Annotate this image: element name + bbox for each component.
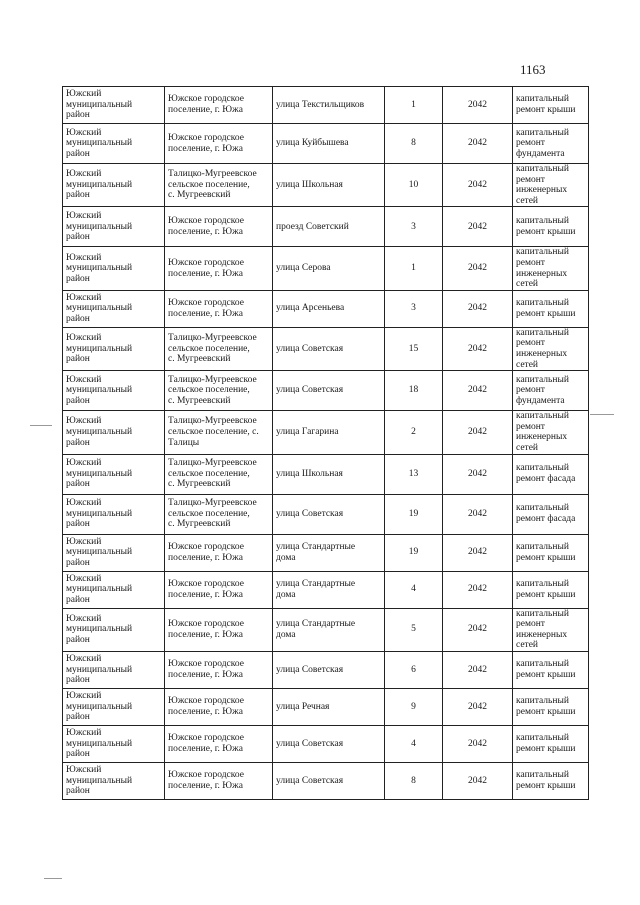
cell-house-number: 19 — [385, 494, 443, 534]
cell-district-line: Южский — [66, 653, 102, 664]
cell-work-type-line: инженерных — [516, 348, 568, 359]
cell-work-type — [513, 87, 589, 124]
cell-work-type-line: капитальный — [516, 216, 569, 227]
cell-settlement-line: с. Мугреевский — [168, 479, 231, 490]
cell-district — [63, 327, 165, 370]
cell-house-number: 6 — [385, 651, 443, 688]
cell-district-line: Южский — [66, 252, 102, 263]
cell-settlement-line: сельское поселение, с. — [168, 427, 259, 438]
cell-settlement-line: с. Мугреевский — [168, 519, 231, 530]
cell-district — [63, 371, 165, 411]
cell-district-line: Южский — [66, 536, 102, 547]
cell-work-type — [513, 207, 589, 247]
cell-settlement-line: Талицко-Мугреевское — [168, 416, 257, 427]
cell-settlement — [165, 608, 273, 651]
cell-house-number: 13 — [385, 454, 443, 494]
cell-house-number: 5 — [385, 608, 443, 651]
cell-district-line: район — [66, 273, 90, 284]
cell-work-type — [513, 411, 589, 454]
cell-work-type-line: сетей — [516, 195, 539, 206]
scan-mark — [44, 878, 62, 879]
cell-street — [273, 608, 385, 651]
cell-work-type-line: фундамента — [516, 395, 565, 406]
cell-work-type-line: ремонт фасада — [516, 474, 576, 484]
cell-house-number: 9 — [385, 688, 443, 725]
cell-street-line: дома — [276, 552, 296, 563]
cell-district-line: район — [66, 519, 90, 530]
cell-work-type-line: ремонт крыши — [516, 589, 576, 600]
cell-district-line: район — [66, 190, 90, 201]
cell-work-type-line: сетей — [516, 279, 539, 290]
cell-settlement-line: Южское городское — [168, 619, 244, 630]
cell-district-line: Южский — [66, 416, 102, 427]
cell-district-line: муниципальный — [66, 468, 133, 479]
cell-district-line: район — [66, 232, 90, 243]
cell-work-type-line: ремонт крыши — [516, 669, 576, 680]
cell-street — [273, 725, 385, 762]
cell-district-line: Южский — [66, 292, 102, 303]
cell-work-type-line: ремонт фасада — [516, 514, 576, 524]
table-row — [63, 411, 589, 454]
cell-street — [273, 124, 385, 164]
cell-work-type-line: инженерных — [516, 432, 568, 443]
cell-district-line: муниципальный — [66, 221, 133, 232]
table-row — [63, 762, 589, 799]
cell-settlement — [165, 454, 273, 494]
cell-settlement-line: поселение, г. Южа — [168, 780, 243, 791]
repair-schedule-table — [62, 86, 589, 800]
cell-district-line: муниципальный — [66, 508, 133, 519]
cell-work-type-line: ремонт крыши — [516, 226, 576, 237]
cell-settlement-line: сельское поселение, — [168, 179, 250, 190]
scan-mark — [30, 425, 52, 426]
cell-year: 2042 — [443, 327, 513, 370]
cell-year: 2042 — [443, 571, 513, 608]
cell-work-type-line: ремонт — [516, 421, 545, 432]
cell-work-type-line: ремонт — [516, 174, 545, 185]
cell-district-line: Южский — [66, 690, 102, 701]
cell-work-type — [513, 725, 589, 762]
cell-house-number: 8 — [385, 762, 443, 799]
cell-settlement-line: Южское городское — [168, 541, 244, 552]
cell-house-number: 4 — [385, 725, 443, 762]
cell-district — [63, 411, 165, 454]
table-row — [63, 688, 589, 725]
cell-street — [273, 571, 385, 608]
cell-work-type-line: ремонт крыши — [516, 552, 576, 563]
cell-district — [63, 762, 165, 799]
cell-settlement-line: поселение, г. Южа — [168, 706, 243, 717]
cell-district-line: муниципальный — [66, 547, 133, 558]
cell-district — [63, 651, 165, 688]
cell-work-type-line: ремонт крыши — [516, 743, 576, 754]
cell-street — [273, 494, 385, 534]
cell-settlement-line: Южское городское — [168, 770, 244, 781]
cell-settlement-line: поселение, г. Южа — [168, 743, 243, 754]
table-row — [63, 494, 589, 534]
cell-street — [273, 688, 385, 725]
cell-year: 2042 — [443, 688, 513, 725]
cell-work-type-line: капитальный — [516, 503, 569, 514]
cell-settlement-line: сельское поселение, — [168, 385, 250, 396]
cell-house-number: 2 — [385, 411, 443, 454]
cell-work-type-line: фундамента — [516, 148, 565, 159]
cell-settlement-line: Талицко-Мугреевское — [168, 333, 257, 344]
cell-house-number: 18 — [385, 371, 443, 411]
cell-year: 2042 — [443, 371, 513, 411]
cell-settlement-line: поселение, г. Южа — [168, 308, 243, 319]
cell-work-type-line: инженерных — [516, 185, 568, 196]
cell-settlement-line: сельское поселение, — [168, 343, 250, 354]
cell-street — [273, 290, 385, 327]
cell-street-line: улица Советская — [276, 775, 344, 786]
cell-district-line: Южский — [66, 127, 102, 138]
cell-district — [63, 290, 165, 327]
table-row — [63, 725, 589, 762]
cell-work-type — [513, 327, 589, 370]
cell-work-type — [513, 534, 589, 571]
cell-settlement-line: сельское поселение, — [168, 468, 250, 479]
cell-work-type-line: капитальный — [516, 94, 569, 105]
cell-street — [273, 207, 385, 247]
cell-work-type-line: капитальный — [516, 770, 569, 781]
cell-district-line: муниципальный — [66, 427, 133, 438]
cell-work-type-line: сетей — [516, 640, 539, 651]
cell-work-type — [513, 371, 589, 411]
cell-settlement-line: поселение, г. Южа — [168, 629, 243, 640]
cell-work-type-line: капитальный — [516, 463, 569, 474]
cell-work-type — [513, 494, 589, 534]
cell-house-number: 15 — [385, 327, 443, 370]
cell-year: 2042 — [443, 454, 513, 494]
table-row — [63, 608, 589, 651]
cell-district-line: Южский — [66, 613, 102, 624]
cell-district-line: муниципальный — [66, 624, 133, 635]
cell-street-line: улица Арсеньева — [276, 303, 345, 314]
cell-district-line: муниципальный — [66, 385, 133, 396]
cell-settlement-line: поселение, г. Южа — [168, 226, 243, 237]
cell-district — [63, 247, 165, 290]
cell-settlement — [165, 411, 273, 454]
cell-street-line: улица Стандартные — [276, 578, 356, 589]
cell-settlement — [165, 494, 273, 534]
cell-street-line: дома — [276, 589, 296, 600]
cell-settlement-line: Талицко-Мугреевское — [168, 498, 257, 509]
cell-settlement-line: поселение, г. Южа — [168, 669, 243, 680]
cell-work-type-line: инженерных — [516, 629, 568, 640]
cell-settlement-line: Талицко-Мугреевское — [168, 374, 257, 385]
table-row — [63, 207, 589, 247]
cell-street-line: улица Школьная — [276, 468, 343, 479]
cell-work-type-line: ремонт — [516, 338, 545, 349]
cell-year: 2042 — [443, 411, 513, 454]
cell-street-line: дома — [276, 629, 296, 640]
cell-settlement — [165, 124, 273, 164]
cell-house-number: 1 — [385, 87, 443, 124]
cell-district-line: район — [66, 354, 90, 365]
cell-district — [63, 725, 165, 762]
cell-street — [273, 454, 385, 494]
cell-work-type-line: ремонт — [516, 257, 545, 268]
cell-settlement-line: с. Мугреевский — [168, 354, 231, 365]
cell-district-line: Южский — [66, 210, 102, 221]
cell-district-line: муниципальный — [66, 99, 133, 110]
cell-district-line: Южский — [66, 573, 102, 584]
cell-street-line: улица Серова — [276, 263, 331, 274]
cell-district-line: Южский — [66, 169, 102, 180]
cell-settlement — [165, 247, 273, 290]
cell-settlement-line: Южское городское — [168, 733, 244, 744]
cell-street-line: улица Стандартные — [276, 541, 356, 552]
cell-year: 2042 — [443, 247, 513, 290]
cell-district-line: муниципальный — [66, 584, 133, 595]
cell-settlement-line: Южское городское — [168, 696, 244, 707]
cell-work-type-line: капитальный — [516, 411, 569, 422]
cell-work-type-line: капитальный — [516, 733, 569, 744]
cell-house-number: 3 — [385, 290, 443, 327]
cell-work-type-line: капитальный — [516, 608, 569, 619]
cell-work-type — [513, 454, 589, 494]
table-row — [63, 454, 589, 494]
cell-settlement-line: сельское поселение, — [168, 508, 250, 519]
cell-work-type-line: капитальный — [516, 127, 569, 138]
cell-work-type-line: ремонт крыши — [516, 706, 576, 717]
cell-street-line: улица Советская — [276, 385, 344, 396]
cell-street-line: улица Советская — [276, 508, 344, 519]
cell-work-type-line: ремонт крыши — [516, 308, 576, 319]
cell-work-type-line: капитальный — [516, 164, 569, 174]
cell-district-line: район — [66, 594, 90, 605]
cell-year: 2042 — [443, 290, 513, 327]
table-row — [63, 124, 589, 164]
cell-district — [63, 688, 165, 725]
cell-settlement-line: Талицы — [168, 437, 200, 448]
cell-settlement — [165, 290, 273, 327]
cell-street — [273, 651, 385, 688]
cell-street — [273, 534, 385, 571]
cell-street-line: улица Текстильщиков — [276, 99, 365, 110]
cell-work-type-line: ремонт — [516, 138, 545, 149]
cell-work-type-line: инженерных — [516, 268, 568, 279]
cell-district-line: район — [66, 675, 90, 686]
table-row — [63, 290, 589, 327]
table-row — [63, 571, 589, 608]
cell-district-line: Южский — [66, 458, 102, 469]
table-row — [63, 247, 589, 290]
cell-district-line: район — [66, 557, 90, 568]
cell-district-line: район — [66, 786, 90, 797]
cell-settlement-line: поселение, г. Южа — [168, 552, 243, 563]
cell-district-line: муниципальный — [66, 664, 133, 675]
cell-district-line: Южский — [66, 89, 102, 100]
scan-mark — [590, 414, 614, 415]
cell-work-type-line: ремонт — [516, 619, 545, 630]
cell-work-type-line: капитальный — [516, 541, 569, 552]
cell-district-line: Южский — [66, 764, 102, 775]
cell-settlement — [165, 571, 273, 608]
cell-district-line: район — [66, 712, 90, 723]
cell-work-type-line: ремонт крыши — [516, 780, 576, 791]
cell-work-type — [513, 290, 589, 327]
cell-district-line: район — [66, 395, 90, 406]
cell-district-line: муниципальный — [66, 263, 133, 274]
cell-work-type — [513, 247, 589, 290]
cell-settlement-line: Южское городское — [168, 298, 244, 309]
cell-district-line: Южский — [66, 374, 102, 385]
cell-work-type-line: капитальный — [516, 298, 569, 309]
cell-district-line: муниципальный — [66, 179, 133, 190]
cell-district-line: район — [66, 479, 90, 490]
cell-settlement-line: Южское городское — [168, 216, 244, 227]
cell-street — [273, 87, 385, 124]
cell-settlement — [165, 725, 273, 762]
cell-settlement-line: поселение, г. Южа — [168, 143, 243, 154]
cell-work-type-line: ремонт крыши — [516, 105, 576, 115]
cell-work-type-line: ремонт — [516, 385, 545, 396]
cell-work-type — [513, 651, 589, 688]
cell-work-type — [513, 571, 589, 608]
cell-settlement-line: Южское городское — [168, 578, 244, 589]
cell-district — [63, 207, 165, 247]
cell-settlement — [165, 651, 273, 688]
cell-settlement-line: поселение, г. Южа — [168, 268, 243, 279]
cell-house-number: 19 — [385, 534, 443, 571]
cell-settlement-line: поселение, г. Южа — [168, 105, 243, 115]
cell-district-line: район — [66, 110, 90, 121]
cell-street — [273, 164, 385, 207]
cell-settlement-line: Южское городское — [168, 94, 244, 105]
cell-work-type-line: капитальный — [516, 659, 569, 670]
cell-street-line: улица Речная — [276, 701, 330, 712]
cell-house-number: 10 — [385, 164, 443, 207]
cell-district-line: Южский — [66, 498, 102, 509]
cell-street — [273, 371, 385, 411]
cell-year: 2042 — [443, 762, 513, 799]
cell-district-line: муниципальный — [66, 343, 133, 354]
cell-settlement — [165, 207, 273, 247]
cell-street-line: улица Советская — [276, 738, 344, 749]
cell-district — [63, 571, 165, 608]
cell-street — [273, 411, 385, 454]
cell-work-type-line: капитальный — [516, 327, 569, 338]
cell-year: 2042 — [443, 494, 513, 534]
cell-settlement — [165, 534, 273, 571]
cell-house-number: 8 — [385, 124, 443, 164]
cell-work-type-line: капитальный — [516, 578, 569, 589]
cell-settlement-line: Южское городское — [168, 257, 244, 268]
cell-year: 2042 — [443, 534, 513, 571]
table-row — [63, 87, 589, 124]
cell-year: 2042 — [443, 608, 513, 651]
cell-street — [273, 327, 385, 370]
table-row — [63, 651, 589, 688]
cell-street-line: улица Стандартные — [276, 619, 356, 630]
cell-street — [273, 247, 385, 290]
cell-year: 2042 — [443, 207, 513, 247]
cell-district-line: муниципальный — [66, 738, 133, 749]
cell-street-line: проезд Советский — [276, 221, 349, 232]
cell-work-type-line: капитальный — [516, 247, 569, 258]
cell-work-type — [513, 608, 589, 651]
cell-work-type-line: капитальный — [516, 374, 569, 385]
cell-settlement — [165, 87, 273, 124]
cell-district — [63, 124, 165, 164]
cell-district-line: район — [66, 749, 90, 760]
cell-district — [63, 608, 165, 651]
cell-year: 2042 — [443, 124, 513, 164]
cell-work-type — [513, 124, 589, 164]
table-row — [63, 534, 589, 571]
cell-settlement-line: Южское городское — [168, 659, 244, 670]
cell-street-line: улица Советская — [276, 343, 344, 354]
cell-settlement-line: Талицко-Мугреевское — [168, 169, 257, 180]
cell-house-number: 4 — [385, 571, 443, 608]
cell-settlement-line: поселение, г. Южа — [168, 589, 243, 600]
table-row — [63, 371, 589, 411]
cell-year: 2042 — [443, 87, 513, 124]
table-row — [63, 164, 589, 207]
cell-settlement-line: с. Мугреевский — [168, 190, 231, 201]
cell-district-line: муниципальный — [66, 775, 133, 786]
cell-settlement — [165, 327, 273, 370]
cell-district — [63, 534, 165, 571]
cell-work-type — [513, 762, 589, 799]
cell-work-type — [513, 688, 589, 725]
cell-street-line: улица Гагарина — [276, 427, 339, 438]
cell-settlement-line: Южское городское — [168, 132, 244, 143]
cell-settlement — [165, 762, 273, 799]
cell-settlement-line: Талицко-Мугреевское — [168, 458, 257, 469]
cell-work-type — [513, 164, 589, 207]
cell-house-number: 1 — [385, 247, 443, 290]
cell-district-line: район — [66, 148, 90, 159]
cell-work-type-line: сетей — [516, 442, 539, 453]
cell-settlement — [165, 688, 273, 725]
cell-house-number: 3 — [385, 207, 443, 247]
cell-work-type-line: сетей — [516, 359, 539, 370]
cell-district — [63, 87, 165, 124]
cell-district-line: Южский — [66, 333, 102, 344]
cell-year: 2042 — [443, 651, 513, 688]
cell-district — [63, 454, 165, 494]
cell-street-line: улица Школьная — [276, 179, 343, 190]
cell-district-line: район — [66, 634, 90, 645]
cell-street-line: улица Советская — [276, 664, 344, 675]
cell-work-type-line: капитальный — [516, 696, 569, 707]
cell-year: 2042 — [443, 164, 513, 207]
cell-district-line: район — [66, 314, 90, 325]
cell-district-line: муниципальный — [66, 138, 133, 149]
table-row — [63, 327, 589, 370]
cell-district — [63, 494, 165, 534]
cell-year: 2042 — [443, 725, 513, 762]
cell-street-line: улица Куйбышева — [276, 138, 349, 149]
cell-settlement — [165, 164, 273, 207]
cell-district-line: Южский — [66, 727, 102, 738]
cell-district-line: муниципальный — [66, 701, 133, 712]
cell-street — [273, 762, 385, 799]
cell-district-line: муниципальный — [66, 303, 133, 314]
cell-district — [63, 164, 165, 207]
cell-settlement-line: с. Мугреевский — [168, 395, 231, 406]
cell-district-line: район — [66, 437, 90, 448]
cell-settlement — [165, 371, 273, 411]
page-number: 1163 — [520, 62, 546, 77]
